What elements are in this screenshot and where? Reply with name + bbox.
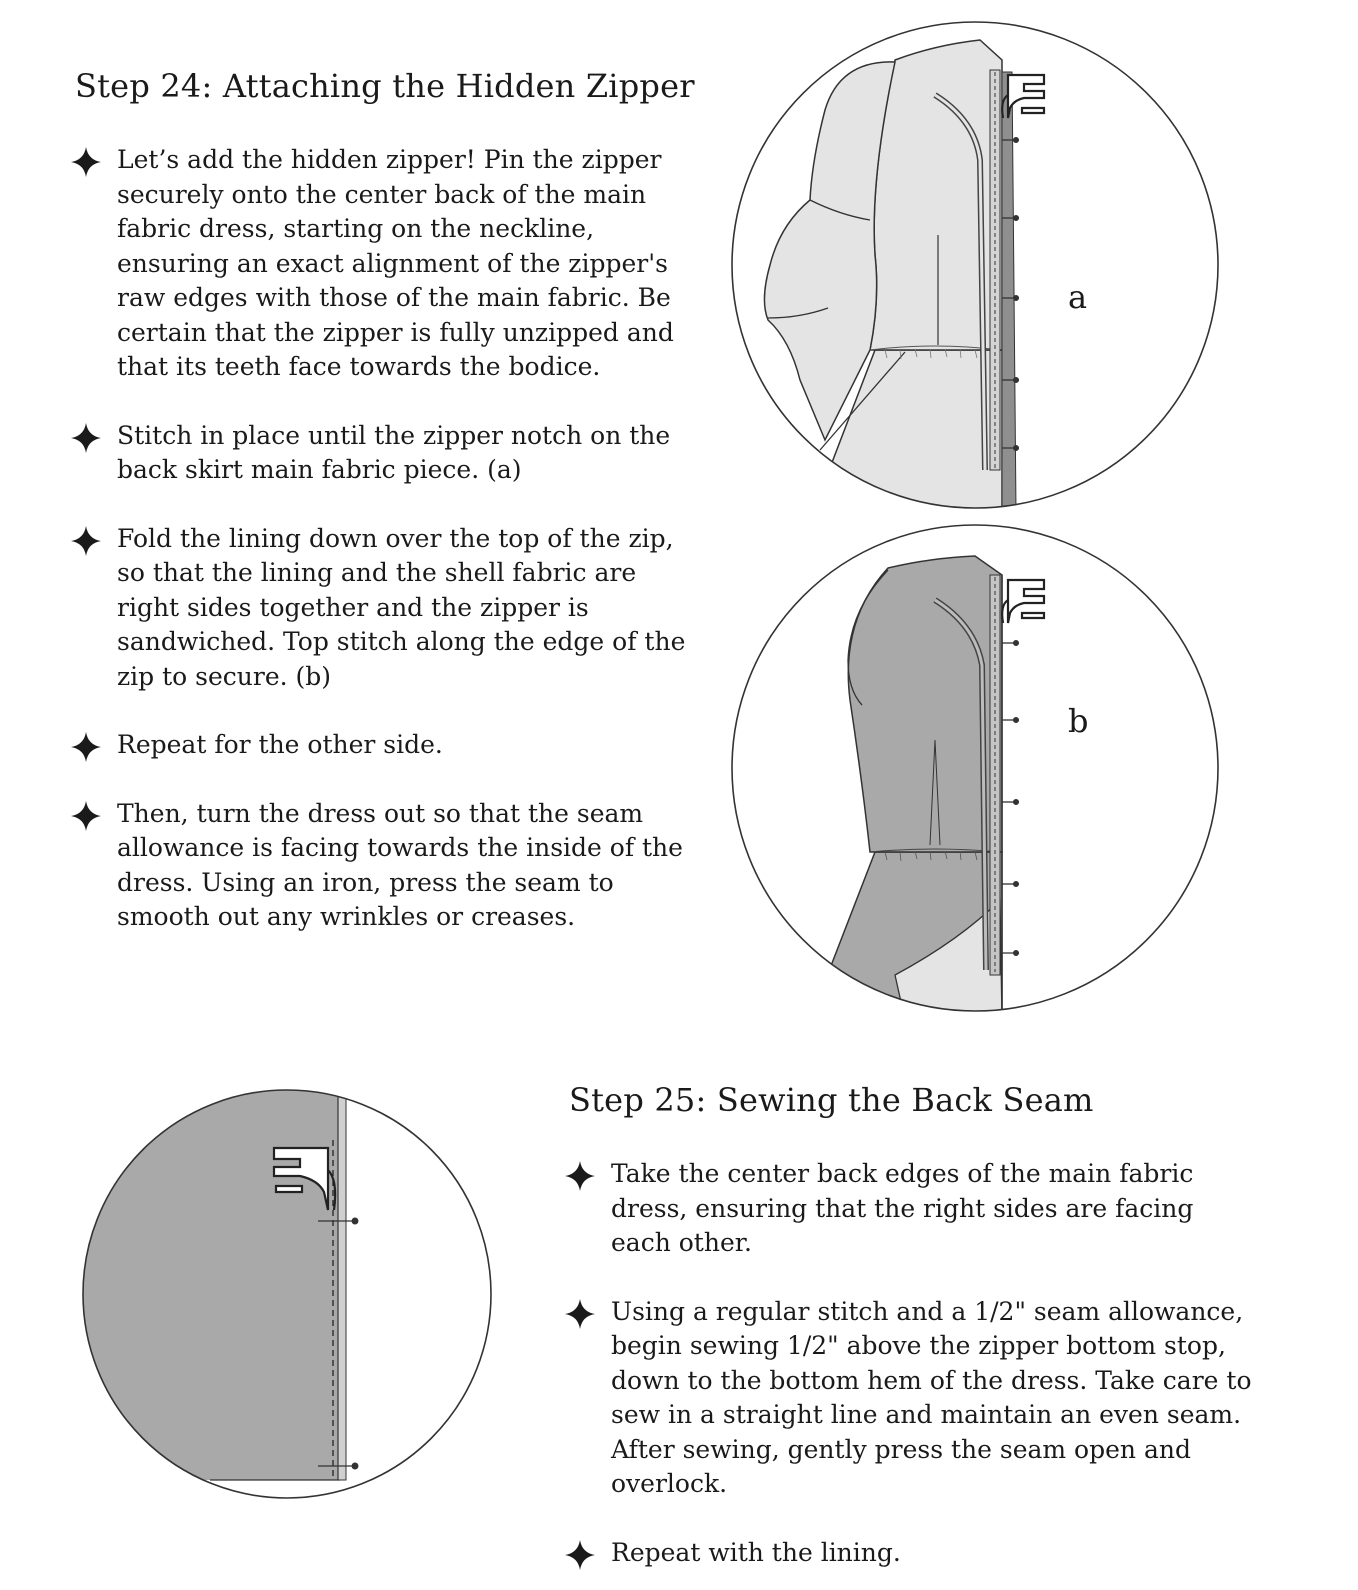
- four-point-star-icon: [565, 1299, 595, 1329]
- presser-foot-icon: [1002, 580, 1044, 623]
- step-25-heading: Step 25: Sewing the Back Seam: [569, 1081, 1094, 1119]
- four-point-star-icon: [71, 423, 101, 453]
- step-24-item: [75, 522, 697, 695]
- back-seam-diagram: [70, 1085, 358, 1480]
- presser-foot-icon: [1002, 75, 1044, 118]
- step-24-item: [75, 797, 697, 935]
- step-25-item: [569, 1157, 1251, 1261]
- illustration-back-seam: [80, 1088, 495, 1503]
- step-25-item-text: Take the center back edges of the main fabric dress, ensuring that the right sides are facing each other.: [611, 1159, 1194, 1257]
- step-24-list: [75, 143, 695, 935]
- step-24-item-text: Then, turn the dress out so that the seam allowance is facing towards the inside of the dress. Using an iron, press the seam to smooth out any wrinkles or creases.: [117, 798, 683, 931]
- step-24-heading: Step 24: Attaching the Hidden Zipper: [75, 67, 695, 105]
- step-24-item-text: Let’s add the hidden zipper! Pin the zipper securely onto the center back of the main fabric dress, starting on the neckline, ensuring an exact alignment of the zipper's raw edges with those of the main fabric. Be certain that the zipper is fully unzipped and that its teeth face towards the bodice.: [117, 145, 674, 381]
- step-25-item-text: Repeat with the lining.: [611, 1537, 901, 1567]
- step-24-item-text: Repeat for the other side.: [117, 730, 443, 759]
- step-25-list: [569, 1157, 1269, 1570]
- step-25-item: [569, 1295, 1269, 1502]
- four-point-star-icon: [71, 526, 101, 556]
- four-point-star-icon: [71, 801, 101, 831]
- four-point-star-icon: [71, 147, 101, 177]
- step-25-item-text: Using a regular stitch and a 1/2" seam allowance, begin sewing 1/2" above the zipper bottom stop, down to the bottom hem of the dress. Take care to sew in a straight line and maintain an even seam. After sewing, gently press the seam open and overlock.: [611, 1296, 1252, 1498]
- four-point-star-icon: [565, 1161, 595, 1191]
- illustration-a-label: a: [1068, 278, 1088, 316]
- illustration-a: [730, 20, 1220, 510]
- step-24-item: [75, 419, 695, 488]
- dress-back-diagram-b: [810, 556, 1044, 1020]
- pin-icon: [1002, 641, 1018, 956]
- four-point-star-icon: [565, 1540, 595, 1570]
- step-25-item: [569, 1536, 1269, 1571]
- step-24-item: [75, 728, 695, 763]
- dress-back-diagram-a: [764, 40, 1044, 520]
- step-24-item: [75, 143, 695, 385]
- four-point-star-icon: [71, 732, 101, 762]
- illustration-b: [730, 525, 1220, 1015]
- step-24-item-text: Stitch in place until the zipper notch on the back skirt main fabric piece. (a): [117, 420, 671, 484]
- illustration-b-label: b: [1068, 702, 1089, 740]
- step-24-item-text: Fold the lining down over the top of the zip, so that the lining and the shell fabric are right sides together and the zipper is sandwiched. Top stitch along the edge of the zip to secure. (b): [117, 523, 686, 691]
